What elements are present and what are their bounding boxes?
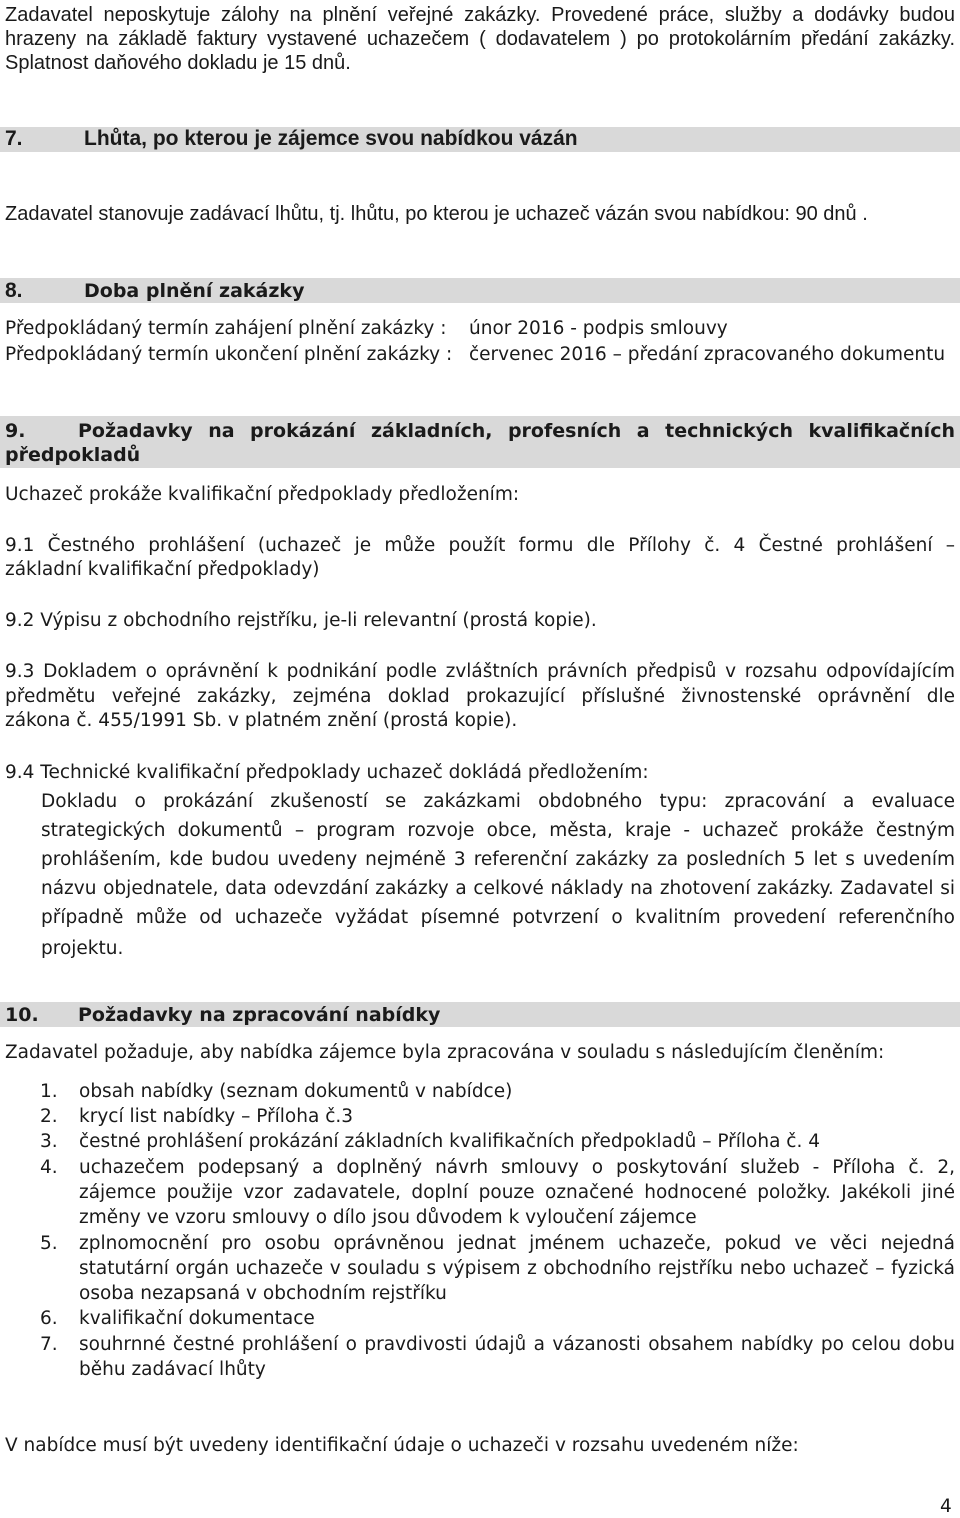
item-9-4-body-line: prohlášením, kde budou uvedeny nejméně 3 referenční zakázky za posledních 5 let s uvedením — [41, 849, 955, 870]
list-item-number: 5. — [40, 1233, 58, 1254]
start-date-value: únor 2016 - podpis smlouvy — [469, 318, 728, 339]
list-item-text: souhrnné čestné prohlášení o pravdivosti údajů a vázanosti obsahem nabídky po celou dobu — [79, 1334, 955, 1355]
list-item-number: 2. — [40, 1106, 58, 1127]
end-date-label: Předpokládaný termín ukončení plnění zakázky : — [5, 344, 453, 365]
section-9-title-line-2: předpokladů — [5, 444, 141, 466]
item-9-4-body-line: případně může od uchazeče vyžádat písemné potvrzení o kvalitním provedení referenčního — [41, 907, 955, 928]
section-10-closing: V nabídce musí být uvedeny identifikační údaje o uchazeči v rozsahu uvedeném níže: — [5, 1435, 799, 1456]
item-9-4-heading: 9.4 Technické kvalifikační předpoklady uchazeč dokládá předložením: — [5, 762, 649, 783]
item-9-3-line-1: 9.3 Dokladem o oprávnění k podnikání podle zvláštních právních předpisů v rozsahu odpovídajícím — [5, 661, 955, 682]
list-item-text: obsah nabídky (seznam dokumentů v nabídce) — [79, 1081, 513, 1102]
item-9-4-body-line: názvu objednatele, data odevzdání zakázky a celkové náklady na zhotovení zakázky. Zadavatel si — [41, 878, 955, 899]
item-9-2: 9.2 Výpisu z obchodního rejstříku, je-li relevantní (prostá kopie). — [5, 610, 597, 631]
list-item-text: běhu zadávací lhůty — [79, 1359, 266, 1380]
list-item-text: krycí list nabídky – Příloha č.3 — [79, 1106, 354, 1127]
list-item-number: 6. — [40, 1308, 58, 1329]
intro-line-3: Splatnost daňového dokladu je 15 dnů. — [5, 52, 351, 74]
list-item-text: uchazečem podepsaný a doplněný návrh smlouvy o poskytování služeb - Příloha č. 2, — [79, 1157, 955, 1178]
section-8-number: 8. — [5, 279, 23, 302]
item-9-4-body-line: projektu. — [41, 938, 124, 959]
list-item-number: 1. — [40, 1081, 58, 1102]
list-item-text: statutární orgán uchazeče v souladu s výpisem z obchodního rejstříku nebo uchazeč – fyzická — [79, 1258, 955, 1279]
section-9-lead: Uchazeč prokáže kvalifikační předpoklady předložením: — [5, 484, 520, 505]
section-10-number: 10. — [5, 1004, 39, 1026]
section-9-number: 9. — [5, 420, 26, 442]
list-item-text: zájemce použije vzor zadavatele, doplní pouze označené hodnocené položky. Jakékoli jiné — [79, 1182, 955, 1203]
list-item-number: 4. — [40, 1157, 58, 1178]
list-item-number: 7. — [40, 1334, 58, 1355]
section-9-title-line-1: Požadavky na prokázání základních, profesních a technických kvalifikačních — [78, 420, 955, 442]
intro-line-2: hrazeny na základě faktury vystavené uchazečem ( dodavatelem ) po protokolárním předání zakázky. — [5, 28, 955, 50]
end-date-value: červenec 2016 – předání zpracovaného dokumentu — [469, 344, 946, 365]
item-9-3-line-3: zákona č. 455/1991 Sb. v platném znění (prostá kopie). — [5, 710, 518, 731]
item-9-1-line-1: 9.1 Čestného prohlášení (uchazeč je může použít formu dle Přílohy č. 4 Čestné prohlášení – — [5, 535, 955, 556]
section-7-number: 7. — [5, 127, 23, 150]
start-date-label: Předpokládaný termín zahájení plnění zakázky : — [5, 318, 447, 339]
list-item-text: změny ve vzoru smlouvy o dílo jsou důvodem k vyloučení zájemce — [79, 1207, 697, 1228]
item-9-1-line-2: základní kvalifikační předpoklady) — [5, 559, 320, 580]
item-9-4-body-line: Dokladu o prokázání zkušeností se zakázkami obdobného typu: zpracování a evaluace — [41, 791, 955, 812]
section-8-title: Doba plnění zakázky — [84, 280, 305, 302]
item-9-3-line-2: předmětu veřejné zakázky, zejména doklad prokazující příslušné živnostenské oprávnění dle — [5, 686, 955, 707]
list-item-text: osoba nezapsaná v obchodním rejstříku — [79, 1283, 447, 1304]
list-item-number: 3. — [40, 1131, 58, 1152]
section-7-title: Lhůta, po kterou je zájemce svou nabídkou vázán — [84, 127, 578, 150]
page-number: 4 — [940, 1496, 952, 1517]
item-9-4-body-line: strategických dokumentů – program rozvoje obce, města, kraje - uchazeč prokáže čestným — [41, 820, 955, 841]
section-10-lead: Zadavatel požaduje, aby nabídka zájemce byla zpracována v souladu s následujícím členěním: — [5, 1042, 885, 1063]
section-10-title: Požadavky na zpracování nabídky — [78, 1004, 441, 1026]
section-7-text: Zadavatel stanovuje zadávací lhůtu, tj. lhůtu, po kterou je uchazeč vázán svou nabídkou: 90 dnů . — [5, 203, 868, 225]
list-item-text: čestné prohlášení prokázání základních kvalifikačních předpokladů – Příloha č. 4 — [79, 1131, 821, 1152]
list-item-text: zplnomocnění pro osobu oprávněnou jednat jménem uchazeče, pokud ve věci nejedná — [79, 1233, 955, 1254]
intro-line-1: Zadavatel neposkytuje zálohy na plnění veřejné zakázky. Provedené práce, služby a dodávky budou — [5, 4, 955, 26]
list-item-text: kvalifikační dokumentace — [79, 1308, 315, 1329]
